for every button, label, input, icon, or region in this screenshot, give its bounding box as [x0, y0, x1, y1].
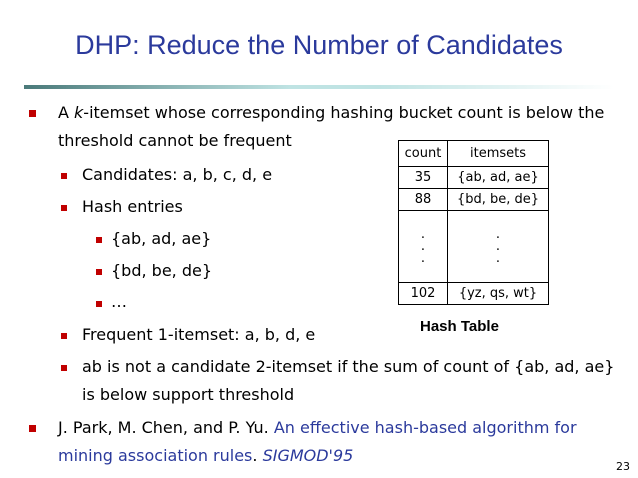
header-count: count — [399, 141, 448, 167]
bullet-marker — [61, 333, 67, 339]
bullet-marker — [29, 425, 36, 432]
bullet-kitemset: A k-itemset whose corresponding hashing bucket count is below the — [58, 103, 605, 122]
reference-line2: mining association rules. SIGMOD'95 — [58, 446, 354, 465]
hash-table-caption: Hash Table — [420, 318, 499, 335]
bullet-marker — [61, 205, 67, 211]
row-count: 35 — [399, 167, 448, 189]
bullet-frequent: Frequent 1-itemset: a, b, d, e — [82, 325, 316, 344]
reference: J. Park, M. Chen, and P. Yu. An effective hash-based algorithm for — [58, 418, 577, 437]
table-row — [399, 283, 549, 305]
bullet-marker — [29, 110, 36, 117]
row-itemsets: {ab, ad, ae} — [448, 167, 549, 189]
hash-entry-ellipsis: … — [111, 292, 127, 311]
bullet-kitemset-line2: threshold cannot be frequent — [58, 131, 292, 150]
table-row — [399, 167, 549, 189]
reference-title: An effective hash-based algorithm for — [273, 418, 577, 437]
header-itemsets: itemsets — [448, 141, 549, 167]
table-row-ellipsis — [399, 211, 549, 283]
bullet-marker — [96, 301, 102, 307]
slide-title: DHP: Reduce the Number of Candidates — [75, 30, 563, 60]
title-divider — [24, 85, 614, 89]
bullet-hash-entries: Hash entries — [82, 197, 183, 216]
page-number: 23 — [616, 460, 630, 473]
row-count: 102 — [399, 283, 448, 305]
row-itemsets: {bd, be, de} — [448, 189, 549, 211]
bullet-marker — [96, 269, 102, 275]
bullet-ab-line2: is below support threshold — [82, 385, 295, 404]
bullet-marker — [61, 365, 67, 371]
hash-table-header — [399, 141, 549, 167]
bullet-marker — [61, 173, 67, 179]
hash-entry-2: {bd, be, de} — [111, 261, 213, 280]
hash-table — [398, 140, 549, 305]
ellipsis-count: . . . — [399, 211, 448, 283]
table-row — [399, 189, 549, 211]
bullet-marker — [96, 237, 102, 243]
reference-venue: SIGMOD'95 — [262, 446, 354, 465]
row-itemsets: {yz, qs, wt} — [448, 283, 549, 305]
row-count: 88 — [399, 189, 448, 211]
bullet-candidates: Candidates: a, b, c, d, e — [82, 165, 273, 184]
ellipsis-itemsets: . . . — [448, 211, 549, 283]
bullet-ab: ab is not a candidate 2-itemset if the sum of count of {ab, ad, ae} — [82, 357, 615, 376]
hash-entry-1: {ab, ad, ae} — [111, 229, 212, 248]
